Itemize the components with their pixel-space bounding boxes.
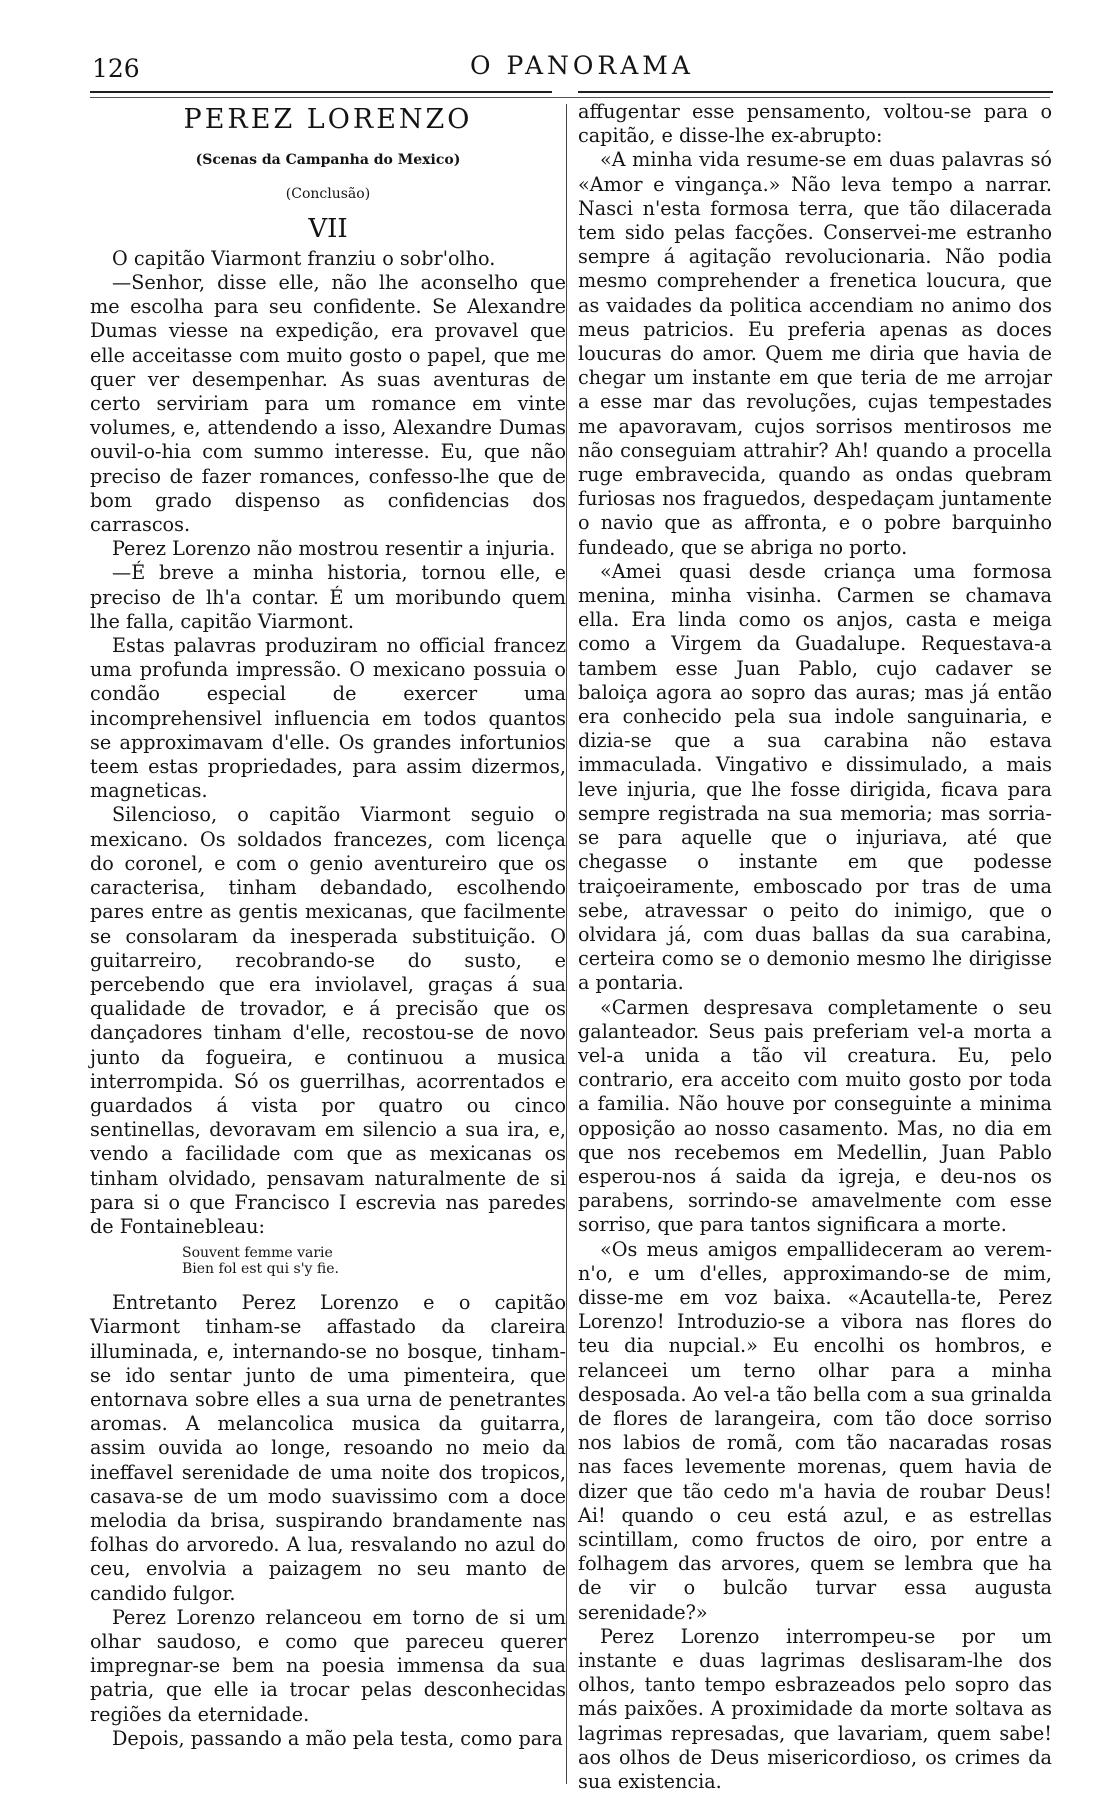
paragraph: —É breve a minha historia, tornou elle, e preciso de lh'a contar. É um moribundo quem lhe falla, capitão Viarmont. [90,561,566,633]
page-number: 126 [92,54,140,83]
paragraph: Estas palavras produziram no official francez uma profunda impressão. O mexicano possuia o condão especial de exercer uma incomprehensivel influencia em todos quantos se approximavam d'elle. Os grandes infortunios teem estas propriedades, para assim dizermos, magneticas. [90,634,566,803]
header-rule-left [90,91,552,93]
header-rule-right [578,91,1053,93]
article-note: (Conclusão) [285,186,371,203]
paragraph: Silencioso, o capitão Viarmont seguio o mexicano. Os soldados francezes, com licença do coronel, e com o genio aventureiro que os caracterisa, tinham debandado, escolhendo pares entre as gentis mexicanas, que facilmente se consolaram da inesperada substituição. O guitarreiro, recobrando-se do susto, e percebendo que era inviolavel, graças á sua qualidade de trovador, e á precisão que os dançadores tinham d'elle, recostou-se de novo junto da fogueira, e continuou a musica interrompida. Só os guerrilhas, acorrentados e guardados á vista por quatro ou cinco sentinellas, devoravam em silencio a sua ira, e, vendo a facilidade com que as mexicanas os tinham olvidado, pensavam naturalmente de si para si o que Francisco I escrevia nas paredes de Fontainebleau: [90,803,566,1238]
paragraph: «Carmen despresava completamente o seu galanteador. Seus pais preferiam vel-a morta a vel-a unida a tão vil creatura. Eu, pelo contrario, era acceito com muito gosto por toda a familia. Não houve por conseguinte a minima opposição ao nosso casamento. Mas, no dia em que nos recebemos em Medellin, Juan Pablo esperou-nos á saida da igreja, e deu-nos os parabens, sorrindo-se amavelmente com esse sorriso, que para tantos significara a morte. [578,995,1052,1237]
paragraph: Depois, passando a mão pela testa, como para [112,1726,563,1750]
verse-line: Bien fol est qui s'y fie. [182,1261,339,1278]
paragraph: Entretanto Perez Lorenzo e o capitão Viarmont tinham-se affastado da clareira illuminada, e, internando-se no bosque, tinham-se ido sentar junto de uma pimenteira, que entornava sobre elles a sua urna de penetrantes aromas. A melancolica musica da guitarra, assim ouvida ao longe, resoando no meio da ineffavel serenidade de uma noite dos tropicos, casava-se de um modo suavissimo com a doce melodia da brisa, suspirando brandamente nas folhas do arvoredo. A lua, resvalando no azul do ceu, envolvia a paizagem no seu manto de candido fulgor. [90,1291,566,1605]
paragraph: —Senhor, disse elle, não lhe aconselho que me escolha para seu confidente. Se Alexandre Dumas viesse na expedição, era provavel que elle acceitasse com muito gosto o papel, que me quer ver desempenhar. As suas aventuras de certo serviriam para um romance em vinte volumes, e, attendendo a isso, Alexandre Dumas ouvil-o-hia com summo interesse. Eu, que não preciso de fazer romances, confesso-lhe que de bom grado dispenso as confidencias dos carrascos. [90,271,566,537]
journal-title: O PANORAMA [470,51,694,80]
paragraph: Perez Lorenzo relanceou em torno de si um olhar saudoso, e como que pareceu querer impregnar-se bem na poesia immensa da sua patria, que elle ia trocar pelas desconhecidas regiões da eternidade. [90,1605,566,1726]
left-column [90,100,566,1751]
column-divider [566,104,567,1784]
article-title: PEREZ LORENZO [183,104,473,135]
paragraph: «Amei quasi desde criança uma formosa menina, minha visinha. Carmen se chamava ella. Era linda como os anjos, casta e meiga como a Virgem da Guadalupe. Requestava-a tambem esse Juan Pablo, cujo cadaver se baloiça agora ao sopro das auras; mas já então era conhecido pela sua indole sanguinaria, e dizia-se que a sua carabina não estava immaculada. Vingativo e dissimulado, a mais leve injuria, que lhe fosse dirigida, ficava para sempre registrada na sua memoria; mas sorria-se para aquelle que o injuriava, até que chegasse o instante em que podesse traiçoeiramente, emboscado por tras de uma sebe, atravessar o peito do inimigo, que o olvidara já, com duas ballas da sua carabina, certeira como se o demonio mesmo lhe dirigisse a pontaria. [578,559,1052,995]
article-subtitle: (Scenas da Campanha do Mexico) [195,152,461,169]
paragraph: affugentar esse pensamento, voltou-se para o capitão, e disse-lhe ex-abrupto: [578,100,1052,148]
section-number: VII [308,213,348,244]
paragraph: «A minha vida resume-se em duas palavras só «Amor e vingança.» Não leva tempo a narrar. Nasci n'esta formosa terra, que tão dilacerada tem sido pelas facções. Conservei-me estranho sempre á agitação revolucionaria. Não podia mesmo comprehender a frenetica loucura, que as vaidades da politica accendiam no animo dos meus patricios. Eu preferia apenas as doces loucuras do amor. Quem me diria que havia de chegar um instante em que teria de me arrojar a esse mar das revoluções, cujas tempestades me apavoravam, cujos sorrisos mentirosos me não conseguiam attrahir? Ah! quando a procella ruge embravecida, quando as ondas quebram furiosas nos fraguedos, despedaçam juntamente o navio que as affronta, e o pobre barquinho fundeado, que se abriga no porto. [578,148,1052,559]
paragraph: «Os meus amigos empallideceram ao verem-n'o, e um d'elles, approximando-se de mim, disse-me em voz baixa. «Acautella-te, Perez Lorenzo! Introduzio-se a vibora nas flores do teu dia nupcial.» Eu encolhi os hombros, e relanceei um terno olhar para a minha desposada. Ao vel-a tão bella com a sua grinalda de flores de larangeira, com tão doce sorriso nos labios de romã, com tão nacaradas rosas nas faces levemente morenas, quem havia de dizer que tão cedo m'a havia de roubar Deus! Ai! quando o ceu está azul, e as estrellas scintillam, como fructos de oiro, por entre a folhagem das arvores, quem se lembra que ha de vir o bulcão turvar essa augusta serenidade?» [578,1237,1052,1624]
verse-quote [182,1245,566,1277]
paragraph: Perez Lorenzo não mostrou resentir a injuria. [112,537,556,561]
verse-line: Souvent femme varie [182,1245,333,1262]
paragraph: Perez Lorenzo interrompeu-se por um instante e duas lagrimas deslisaram-lhe dos olhos, tanto tempo esbrazeados pelo sopro das más paixões. A proximidade da morte soltava as lagrimas represadas, que lavariam, quem sabe! aos olhos de Deus misericordioso, os crimes da sua existencia. [578,1624,1052,1794]
paragraph: O capitão Viarmont franziu o sobr'olho. [112,246,496,270]
header-rule-thin [90,97,1050,98]
right-column [578,100,1052,1794]
